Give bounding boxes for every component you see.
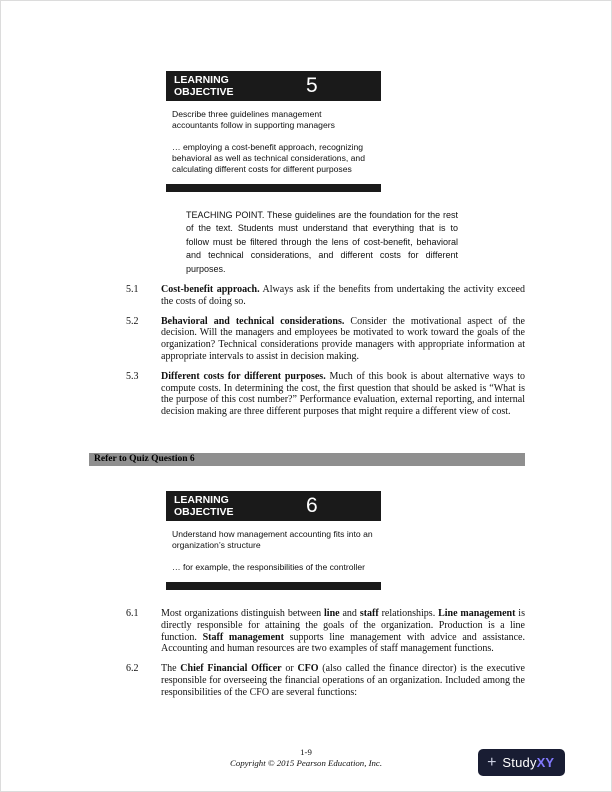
item-number: 5.1 [126, 284, 139, 295]
learning-objective-6-block [166, 491, 381, 590]
teaching-point: TEACHING POINT. These guidelines are the foundation for the rest of the text. Students must understand that everything that is to follow must be filtered through the lens of cost-benefit, behavioral and technical considerations, and different costs for different purposes. [186, 210, 458, 274]
item-segment: and [339, 608, 360, 619]
item-segment: relationships. [378, 608, 439, 619]
lo5-detail: … employing a cost-benefit approach, recognizing behavioral as well as technical considerations, and calculating different costs for different purposes [172, 142, 365, 174]
lo5-header-label: LEARNING OBJECTIVE [174, 74, 234, 98]
item-number: 5.3 [126, 370, 139, 382]
item-text [161, 316, 525, 363]
lo6-divider-bar [166, 582, 381, 590]
item-lead: Behavioral and technical considerations. [161, 315, 345, 327]
list-item-5-1 [126, 284, 525, 308]
item-segment: Most organizations distinguish between [161, 608, 325, 619]
lo6-number: 6 [306, 494, 318, 517]
item-segment: supports line management with advice and assistance. Accounting and human resources are two examples of staff management functions. [161, 631, 526, 655]
lo6-description: Understand how management accounting fits into an organization’s structure [172, 529, 373, 550]
lo6-item-list [126, 608, 525, 707]
copyright-line: Copyright © 2015 Pearson Education, Inc. [229, 758, 383, 768]
item-segment: (also called the finance director) is the executive responsible for overseeing the financial operations of an organization. Included among the responsibilities of the CFO are several functions: [161, 663, 525, 698]
lo6-header-label: LEARNING OBJECTIVE [174, 494, 234, 518]
lo6-detail: … for example, the responsibilities of the controller [172, 562, 365, 572]
quiz-reference-label: Refer to Quiz Question 6 [94, 454, 195, 464]
studyxy-label-study: Study [502, 755, 537, 770]
list-item-5-2 [126, 316, 525, 363]
lo5-description: Describe three guidelines management accountants follow in supporting managers [172, 109, 335, 130]
item-text [161, 284, 525, 308]
item-segment: is directly responsible for attaining the goals of the organization. Production is a line function. [161, 608, 525, 643]
lo5-number: 5 [306, 74, 318, 97]
item-text [161, 663, 525, 698]
list-item-6-1 [126, 608, 525, 655]
item-text [161, 371, 525, 418]
item-segment: or [281, 663, 298, 675]
item-body: Much of this book is about alternative ways to compute costs. In determining the cost, the first question that should be asked is “What is the purpose of this cost number?” Performance evaluation, external reporting, and internal decision making are three different purposes that might require a different view of cost. [161, 370, 525, 418]
item-segment: staff [359, 608, 379, 619]
learning-objective-5-block [166, 71, 381, 192]
item-text [161, 608, 525, 655]
item-number: 6.1 [126, 608, 139, 619]
item-number: 5.2 [126, 315, 139, 327]
quiz-reference-bar [89, 453, 525, 466]
item-segment: Staff management [202, 631, 284, 643]
plus-icon: + [487, 753, 497, 771]
item-lead: Different costs for different purposes. [161, 370, 326, 382]
item-segment: line [324, 608, 340, 619]
lo5-header-bar [166, 71, 381, 101]
page-number: 1-9 [300, 747, 312, 757]
item-body: Always ask if the benefits from undertaking the activity exceed the costs of doing so. [161, 284, 525, 307]
studyxy-label-xy: XY [536, 755, 554, 770]
item-body: Consider the motivational aspect of the decision. Will the managers and employees be motivated to work toward the goals of the organization? Technical considerations provide managers with appropriate information at appropriate intervals to assist in decision making. [161, 315, 525, 362]
item-number: 6.2 [126, 663, 139, 675]
item-segment: Line management [438, 608, 516, 619]
studyxy-badge [478, 749, 565, 776]
item-lead: Cost-benefit approach. [161, 284, 260, 295]
list-item-6-2 [126, 663, 525, 698]
item-segment: Chief Financial Officer [180, 663, 282, 675]
lo5-item-list [126, 284, 525, 426]
list-item-5-3 [126, 371, 525, 418]
item-segment: CFO [297, 663, 319, 675]
item-segment: The [161, 663, 181, 675]
lo5-divider-bar [166, 184, 381, 192]
lo6-header-bar [166, 491, 381, 521]
